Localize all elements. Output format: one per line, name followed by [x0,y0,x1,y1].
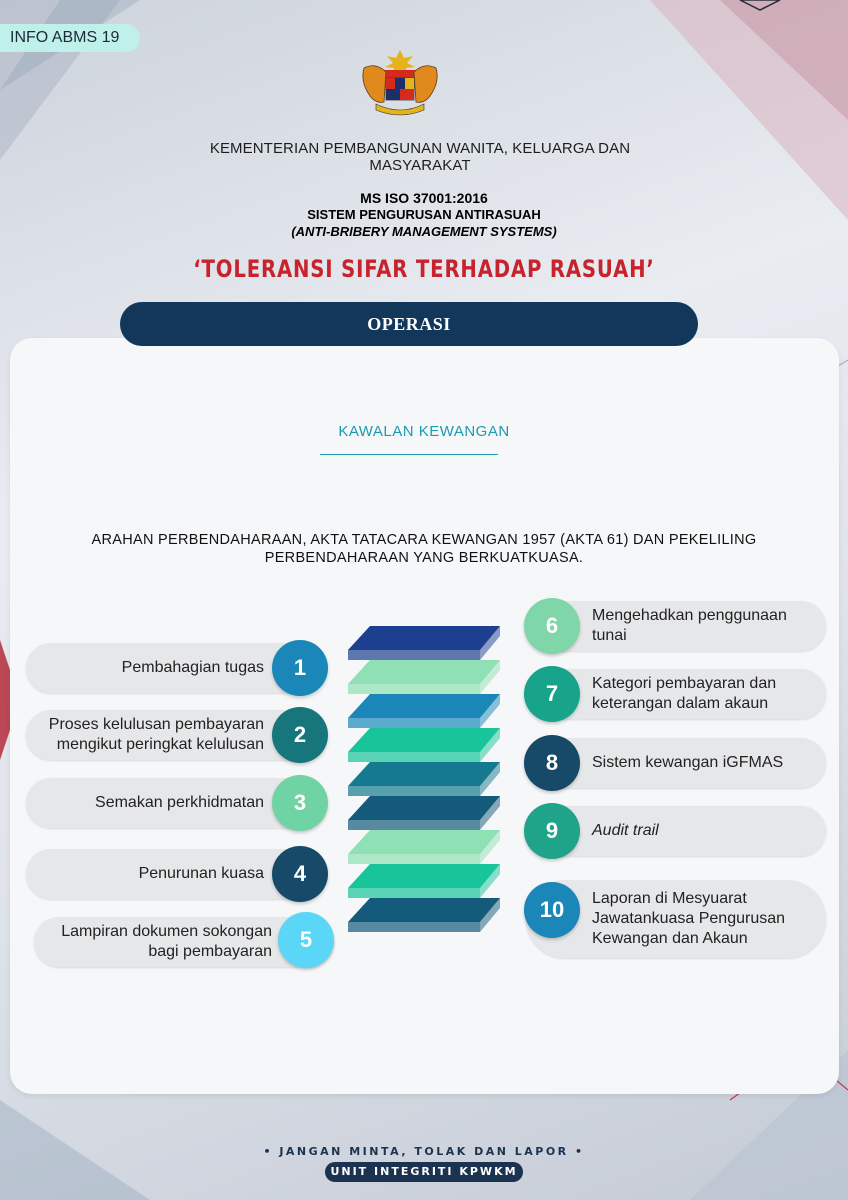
footer-tagline: • JANGAN MINTA, TOLAK DAN LAPOR • [263,1145,585,1158]
item-text: Pembahagian tugas [121,659,264,676]
item-text: Mengehadkan penggunaan tunai [592,607,787,644]
stack-layer [348,796,500,820]
section-description: ARAHAN PERBENDAHARAAN, AKTA TATACARA KEWANGAN 1957 (AKTA 61) DAN PEKELILING PERBENDAHARAAN YANG BERKUATKUASA. [91,532,757,566]
coat-of-arms-icon [356,48,444,120]
item-number: 9 [524,803,580,859]
stack-layer-side [348,820,480,830]
stack-layer-side [348,752,480,762]
infographic [0,590,848,980]
stack-layer-side [348,684,480,694]
item-text: Proses kelulusan pembayaran mengikut peringkat kelulusan [48,716,264,753]
stack-layer [348,898,500,922]
item-number: 8 [524,735,580,791]
item-text: Sistem kewangan iGFMAS [592,754,784,771]
stack-layer [348,864,500,888]
stack-layer-side [348,718,480,728]
ministry-name: KEMENTERIAN PEMBANGUNAN WANITA, KELUARGA DAN MASYARAKAT [209,140,631,174]
stack-layer [348,728,500,752]
stack-layer [348,694,500,718]
info-tag: INFO ABMS 19 [0,24,140,52]
item-text: Penurunan kuasa [138,865,264,882]
iso-code: MS ISO 37001:2016 [360,190,488,206]
item-number: 2 [272,707,328,763]
item-number: 7 [524,666,580,722]
iso-name: SISTEM PENGURUSAN ANTIRASUAH [307,207,541,222]
footer-unit: UNIT INTEGRITI KPWKM [325,1162,523,1182]
slogan: ‘TOLERANSI SIFAR TERHADAP RASUAH’ [193,255,655,283]
stack-layer-side [348,922,480,932]
stack-layer [348,660,500,684]
section-title: OPERASI [120,302,698,346]
layer-stack-graphic [330,620,520,960]
item-number: 10 [524,882,580,938]
item-text: Kategori pembayaran dan keterangan dalam akaun [592,675,777,712]
stack-layer [348,762,500,786]
item-text: Laporan di Mesyuarat Jawatankuasa Pengurusan Kewangan dan Akaun [592,890,786,947]
item-text: Semakan perkhidmatan [95,794,264,811]
item-number: 3 [272,775,328,831]
subtitle-underline [320,454,498,455]
stack-layer-side [348,888,480,898]
item-number: 6 [524,598,580,654]
item-number: 4 [272,846,328,902]
item-text: Lampiran dokumen sokongan bagi pembayaran [61,923,272,960]
item-number: 1 [272,640,328,696]
stack-layer [348,626,500,650]
stack-layer-side [348,854,480,864]
stack-layer-side [348,650,480,660]
item-number: 5 [278,912,334,968]
item-text: Audit trail [592,822,659,839]
section-subtitle: KAWALAN KEWANGAN [338,423,510,440]
iso-name-english: (ANTI-BRIBERY MANAGEMENT SYSTEMS) [291,224,557,239]
stack-layer-side [348,786,480,796]
stack-layer [348,830,500,854]
